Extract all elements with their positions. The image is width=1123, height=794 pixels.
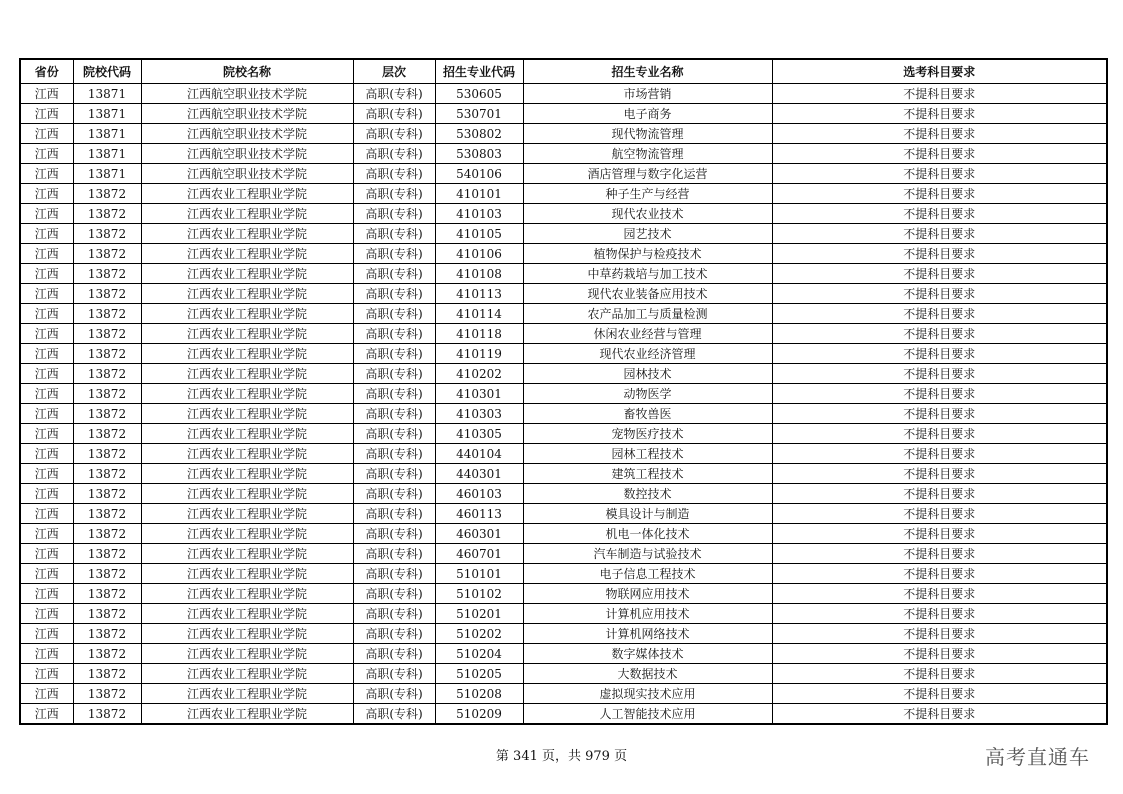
cell-subject-requirement: 不提科目要求	[772, 464, 1107, 484]
table-row	[20, 184, 1107, 204]
cell-province: 江西	[20, 404, 73, 424]
cell-school-code: 13872	[73, 304, 141, 324]
cell-level: 高职(专科)	[353, 384, 435, 404]
cell-school-name: 江西农业工程职业学院	[141, 364, 353, 384]
cell-subject-requirement: 不提科目要求	[772, 704, 1107, 725]
cell-school-code: 13872	[73, 244, 141, 264]
cell-school-code: 13872	[73, 384, 141, 404]
cell-subject-requirement: 不提科目要求	[772, 144, 1107, 164]
cell-major-code: 530701	[435, 104, 523, 124]
cell-major-code: 410113	[435, 284, 523, 304]
cell-subject-requirement: 不提科目要求	[772, 344, 1107, 364]
cell-major-code: 540106	[435, 164, 523, 184]
cell-major-code: 410202	[435, 364, 523, 384]
cell-major-code: 410301	[435, 384, 523, 404]
cell-major-name: 数字媒体技术	[523, 644, 772, 664]
cell-major-code: 410106	[435, 244, 523, 264]
cell-school-code: 13872	[73, 424, 141, 444]
cell-major-name: 航空物流管理	[523, 144, 772, 164]
cell-school-code: 13872	[73, 664, 141, 684]
cell-school-code: 13872	[73, 264, 141, 284]
cell-province: 江西	[20, 564, 73, 584]
cell-province: 江西	[20, 144, 73, 164]
cell-level: 高职(专科)	[353, 164, 435, 184]
cell-major-code: 410114	[435, 304, 523, 324]
table-row	[20, 664, 1107, 684]
cell-subject-requirement: 不提科目要求	[772, 264, 1107, 284]
cell-major-code: 530802	[435, 124, 523, 144]
table-row	[20, 604, 1107, 624]
header-province: 省份	[20, 59, 73, 84]
cell-major-name: 现代物流管理	[523, 124, 772, 144]
cell-major-code: 510202	[435, 624, 523, 644]
cell-province: 江西	[20, 604, 73, 624]
cell-subject-requirement: 不提科目要求	[772, 444, 1107, 464]
cell-level: 高职(专科)	[353, 124, 435, 144]
cell-subject-requirement: 不提科目要求	[772, 364, 1107, 384]
cell-major-name: 现代农业经济管理	[523, 344, 772, 364]
cell-level: 高职(专科)	[353, 204, 435, 224]
cell-school-name: 江西农业工程职业学院	[141, 204, 353, 224]
cell-level: 高职(专科)	[353, 344, 435, 364]
cell-school-name: 江西航空职业技术学院	[141, 164, 353, 184]
cell-level: 高职(专科)	[353, 644, 435, 664]
table-row	[20, 224, 1107, 244]
cell-subject-requirement: 不提科目要求	[772, 604, 1107, 624]
cell-school-name: 江西农业工程职业学院	[141, 524, 353, 544]
table-row	[20, 584, 1107, 604]
cell-school-code: 13872	[73, 564, 141, 584]
cell-province: 江西	[20, 704, 73, 725]
cell-major-name: 人工智能技术应用	[523, 704, 772, 725]
cell-school-name: 江西农业工程职业学院	[141, 344, 353, 364]
cell-major-code: 510201	[435, 604, 523, 624]
cell-school-code: 13872	[73, 184, 141, 204]
table-row	[20, 544, 1107, 564]
table-row	[20, 284, 1107, 304]
cell-province: 江西	[20, 424, 73, 444]
cell-school-code: 13872	[73, 684, 141, 704]
cell-subject-requirement: 不提科目要求	[772, 204, 1107, 224]
cell-province: 江西	[20, 504, 73, 524]
cell-school-name: 江西农业工程职业学院	[141, 544, 353, 564]
cell-school-name: 江西农业工程职业学院	[141, 564, 353, 584]
cell-major-name: 电子商务	[523, 104, 772, 124]
header-subject-requirement: 选考科目要求	[772, 59, 1107, 84]
cell-subject-requirement: 不提科目要求	[772, 484, 1107, 504]
cell-major-code: 440301	[435, 464, 523, 484]
cell-school-code: 13872	[73, 484, 141, 504]
cell-level: 高职(专科)	[353, 604, 435, 624]
cell-major-code: 410119	[435, 344, 523, 364]
cell-province: 江西	[20, 544, 73, 564]
cell-level: 高职(专科)	[353, 524, 435, 544]
cell-major-name: 动物医学	[523, 384, 772, 404]
table-row	[20, 704, 1107, 725]
table-row	[20, 424, 1107, 444]
cell-province: 江西	[20, 84, 73, 104]
cell-school-code: 13872	[73, 644, 141, 664]
cell-major-code: 510102	[435, 584, 523, 604]
cell-school-name: 江西农业工程职业学院	[141, 424, 353, 444]
table-row	[20, 624, 1107, 644]
table-row	[20, 684, 1107, 704]
cell-school-code: 13872	[73, 544, 141, 564]
cell-school-code: 13871	[73, 84, 141, 104]
cell-subject-requirement: 不提科目要求	[772, 164, 1107, 184]
table-row	[20, 264, 1107, 284]
cell-level: 高职(专科)	[353, 564, 435, 584]
cell-school-code: 13872	[73, 604, 141, 624]
cell-province: 江西	[20, 624, 73, 644]
table-row	[20, 124, 1107, 144]
cell-level: 高职(专科)	[353, 704, 435, 725]
cell-major-name: 植物保护与检疫技术	[523, 244, 772, 264]
cell-province: 江西	[20, 304, 73, 324]
cell-subject-requirement: 不提科目要求	[772, 404, 1107, 424]
cell-major-name: 园林技术	[523, 364, 772, 384]
table-row	[20, 444, 1107, 464]
cell-level: 高职(专科)	[353, 444, 435, 464]
table-row	[20, 524, 1107, 544]
cell-level: 高职(专科)	[353, 184, 435, 204]
cell-level: 高职(专科)	[353, 504, 435, 524]
cell-major-name: 电子信息工程技术	[523, 564, 772, 584]
cell-school-name: 江西航空职业技术学院	[141, 104, 353, 124]
cell-major-code: 460113	[435, 504, 523, 524]
cell-subject-requirement: 不提科目要求	[772, 624, 1107, 644]
cell-major-name: 数控技术	[523, 484, 772, 504]
cell-level: 高职(专科)	[353, 284, 435, 304]
cell-province: 江西	[20, 184, 73, 204]
watermark-text: 高考直通车	[985, 745, 1090, 769]
cell-school-name: 江西农业工程职业学院	[141, 604, 353, 624]
cell-province: 江西	[20, 384, 73, 404]
cell-school-name: 江西农业工程职业学院	[141, 304, 353, 324]
cell-school-code: 13871	[73, 124, 141, 144]
cell-subject-requirement: 不提科目要求	[772, 664, 1107, 684]
cell-major-name: 市场营销	[523, 84, 772, 104]
cell-school-name: 江西农业工程职业学院	[141, 224, 353, 244]
cell-major-name: 模具设计与制造	[523, 504, 772, 524]
cell-subject-requirement: 不提科目要求	[772, 424, 1107, 444]
table-row	[20, 164, 1107, 184]
cell-school-name: 江西航空职业技术学院	[141, 144, 353, 164]
cell-school-name: 江西农业工程职业学院	[141, 484, 353, 504]
cell-school-code: 13872	[73, 404, 141, 424]
table-row	[20, 364, 1107, 384]
cell-major-name: 现代农业装备应用技术	[523, 284, 772, 304]
cell-school-name: 江西农业工程职业学院	[141, 384, 353, 404]
cell-level: 高职(专科)	[353, 484, 435, 504]
cell-school-name: 江西农业工程职业学院	[141, 504, 353, 524]
cell-major-code: 410303	[435, 404, 523, 424]
table-row	[20, 204, 1107, 224]
cell-subject-requirement: 不提科目要求	[772, 584, 1107, 604]
cell-major-code: 460103	[435, 484, 523, 504]
cell-school-code: 13872	[73, 324, 141, 344]
cell-major-name: 大数据技术	[523, 664, 772, 684]
cell-province: 江西	[20, 204, 73, 224]
cell-major-name: 宠物医疗技术	[523, 424, 772, 444]
cell-province: 江西	[20, 664, 73, 684]
cell-subject-requirement: 不提科目要求	[772, 644, 1107, 664]
cell-major-code: 410108	[435, 264, 523, 284]
cell-school-name: 江西农业工程职业学院	[141, 644, 353, 664]
cell-major-code: 510204	[435, 644, 523, 664]
header-school-code: 院校代码	[73, 59, 141, 84]
cell-major-code: 410305	[435, 424, 523, 444]
header-major-code: 招生专业代码	[435, 59, 523, 84]
cell-province: 江西	[20, 324, 73, 344]
cell-subject-requirement: 不提科目要求	[772, 544, 1107, 564]
cell-school-name: 江西农业工程职业学院	[141, 284, 353, 304]
cell-province: 江西	[20, 224, 73, 244]
cell-level: 高职(专科)	[353, 404, 435, 424]
cell-level: 高职(专科)	[353, 84, 435, 104]
table-row	[20, 144, 1107, 164]
cell-school-name: 江西农业工程职业学院	[141, 184, 353, 204]
cell-province: 江西	[20, 164, 73, 184]
table-row	[20, 384, 1107, 404]
table-row	[20, 104, 1107, 124]
cell-major-name: 计算机应用技术	[523, 604, 772, 624]
table-row	[20, 644, 1107, 664]
cell-level: 高职(专科)	[353, 244, 435, 264]
table-row	[20, 464, 1107, 484]
cell-province: 江西	[20, 344, 73, 364]
table-row	[20, 344, 1107, 364]
cell-province: 江西	[20, 264, 73, 284]
cell-school-name: 江西农业工程职业学院	[141, 704, 353, 725]
table-row	[20, 484, 1107, 504]
cell-level: 高职(专科)	[353, 304, 435, 324]
header-major-name: 招生专业名称	[523, 59, 772, 84]
cell-major-code: 510209	[435, 704, 523, 725]
cell-school-name: 江西农业工程职业学院	[141, 324, 353, 344]
admission-table	[19, 58, 1108, 725]
cell-school-name: 江西农业工程职业学院	[141, 404, 353, 424]
cell-major-code: 510101	[435, 564, 523, 584]
cell-level: 高职(专科)	[353, 664, 435, 684]
cell-province: 江西	[20, 584, 73, 604]
cell-major-name: 计算机网络技术	[523, 624, 772, 644]
cell-school-code: 13872	[73, 444, 141, 464]
cell-level: 高职(专科)	[353, 224, 435, 244]
cell-province: 江西	[20, 124, 73, 144]
cell-level: 高职(专科)	[353, 544, 435, 564]
cell-province: 江西	[20, 484, 73, 504]
cell-school-code: 13872	[73, 464, 141, 484]
cell-level: 高职(专科)	[353, 324, 435, 344]
cell-school-code: 13872	[73, 624, 141, 644]
cell-school-code: 13872	[73, 224, 141, 244]
header-school-name: 院校名称	[141, 59, 353, 84]
cell-major-name: 虚拟现实技术应用	[523, 684, 772, 704]
cell-major-code: 440104	[435, 444, 523, 464]
cell-major-name: 中草药栽培与加工技术	[523, 264, 772, 284]
cell-subject-requirement: 不提科目要求	[772, 524, 1107, 544]
cell-province: 江西	[20, 104, 73, 124]
cell-province: 江西	[20, 684, 73, 704]
table-row	[20, 304, 1107, 324]
cell-subject-requirement: 不提科目要求	[772, 504, 1107, 524]
cell-subject-requirement: 不提科目要求	[772, 384, 1107, 404]
cell-major-code: 510208	[435, 684, 523, 704]
table-row	[20, 244, 1107, 264]
cell-subject-requirement: 不提科目要求	[772, 224, 1107, 244]
cell-school-code: 13871	[73, 164, 141, 184]
cell-school-code: 13872	[73, 504, 141, 524]
cell-level: 高职(专科)	[353, 584, 435, 604]
page-number: 第 341 页，共 979 页	[495, 749, 628, 764]
cell-major-code: 410101	[435, 184, 523, 204]
cell-subject-requirement: 不提科目要求	[772, 184, 1107, 204]
table-body	[20, 84, 1107, 725]
cell-school-code: 13872	[73, 584, 141, 604]
cell-subject-requirement: 不提科目要求	[772, 124, 1107, 144]
cell-major-name: 物联网应用技术	[523, 584, 772, 604]
cell-school-code: 13872	[73, 284, 141, 304]
cell-level: 高职(专科)	[353, 364, 435, 384]
cell-major-name: 园林工程技术	[523, 444, 772, 464]
cell-major-name: 酒店管理与数字化运营	[523, 164, 772, 184]
cell-school-code: 13872	[73, 364, 141, 384]
cell-major-code: 510205	[435, 664, 523, 684]
cell-major-name: 机电一体化技术	[523, 524, 772, 544]
cell-school-code: 13872	[73, 344, 141, 364]
cell-major-code: 410105	[435, 224, 523, 244]
cell-school-name: 江西农业工程职业学院	[141, 624, 353, 644]
cell-province: 江西	[20, 444, 73, 464]
cell-subject-requirement: 不提科目要求	[772, 244, 1107, 264]
cell-level: 高职(专科)	[353, 464, 435, 484]
cell-school-code: 13871	[73, 144, 141, 164]
cell-school-code: 13872	[73, 524, 141, 544]
cell-school-name: 江西农业工程职业学院	[141, 684, 353, 704]
cell-major-name: 建筑工程技术	[523, 464, 772, 484]
cell-major-name: 种子生产与经营	[523, 184, 772, 204]
cell-major-code: 410103	[435, 204, 523, 224]
table-row	[20, 84, 1107, 104]
cell-major-name: 园艺技术	[523, 224, 772, 244]
cell-level: 高职(专科)	[353, 144, 435, 164]
table-row	[20, 504, 1107, 524]
cell-major-name: 休闲农业经营与管理	[523, 324, 772, 344]
cell-subject-requirement: 不提科目要求	[772, 104, 1107, 124]
cell-province: 江西	[20, 524, 73, 544]
cell-subject-requirement: 不提科目要求	[772, 684, 1107, 704]
cell-major-name: 畜牧兽医	[523, 404, 772, 424]
cell-school-name: 江西航空职业技术学院	[141, 84, 353, 104]
cell-school-code: 13872	[73, 204, 141, 224]
cell-major-code: 410118	[435, 324, 523, 344]
cell-major-name: 农产品加工与质量检测	[523, 304, 772, 324]
cell-school-name: 江西航空职业技术学院	[141, 124, 353, 144]
cell-subject-requirement: 不提科目要求	[772, 284, 1107, 304]
cell-major-code: 530605	[435, 84, 523, 104]
cell-subject-requirement: 不提科目要求	[772, 324, 1107, 344]
cell-province: 江西	[20, 244, 73, 264]
cell-level: 高职(专科)	[353, 104, 435, 124]
cell-major-code: 530803	[435, 144, 523, 164]
cell-major-name: 现代农业技术	[523, 204, 772, 224]
table-header-row	[20, 59, 1107, 84]
table-row	[20, 564, 1107, 584]
cell-school-name: 江西农业工程职业学院	[141, 664, 353, 684]
cell-school-name: 江西农业工程职业学院	[141, 444, 353, 464]
cell-major-code: 460701	[435, 544, 523, 564]
table-row	[20, 404, 1107, 424]
header-level: 层次	[353, 59, 435, 84]
cell-school-code: 13871	[73, 104, 141, 124]
cell-major-code: 460301	[435, 524, 523, 544]
cell-province: 江西	[20, 464, 73, 484]
cell-level: 高职(专科)	[353, 684, 435, 704]
cell-school-name: 江西农业工程职业学院	[141, 244, 353, 264]
cell-school-name: 江西农业工程职业学院	[141, 584, 353, 604]
table-row	[20, 324, 1107, 344]
cell-major-name: 汽车制造与试验技术	[523, 544, 772, 564]
cell-level: 高职(专科)	[353, 424, 435, 444]
cell-level: 高职(专科)	[353, 264, 435, 284]
cell-province: 江西	[20, 644, 73, 664]
cell-subject-requirement: 不提科目要求	[772, 304, 1107, 324]
cell-province: 江西	[20, 364, 73, 384]
cell-province: 江西	[20, 284, 73, 304]
cell-school-name: 江西农业工程职业学院	[141, 464, 353, 484]
cell-school-code: 13872	[73, 704, 141, 725]
cell-subject-requirement: 不提科目要求	[772, 564, 1107, 584]
cell-subject-requirement: 不提科目要求	[772, 84, 1107, 104]
cell-school-name: 江西农业工程职业学院	[141, 264, 353, 284]
cell-level: 高职(专科)	[353, 624, 435, 644]
